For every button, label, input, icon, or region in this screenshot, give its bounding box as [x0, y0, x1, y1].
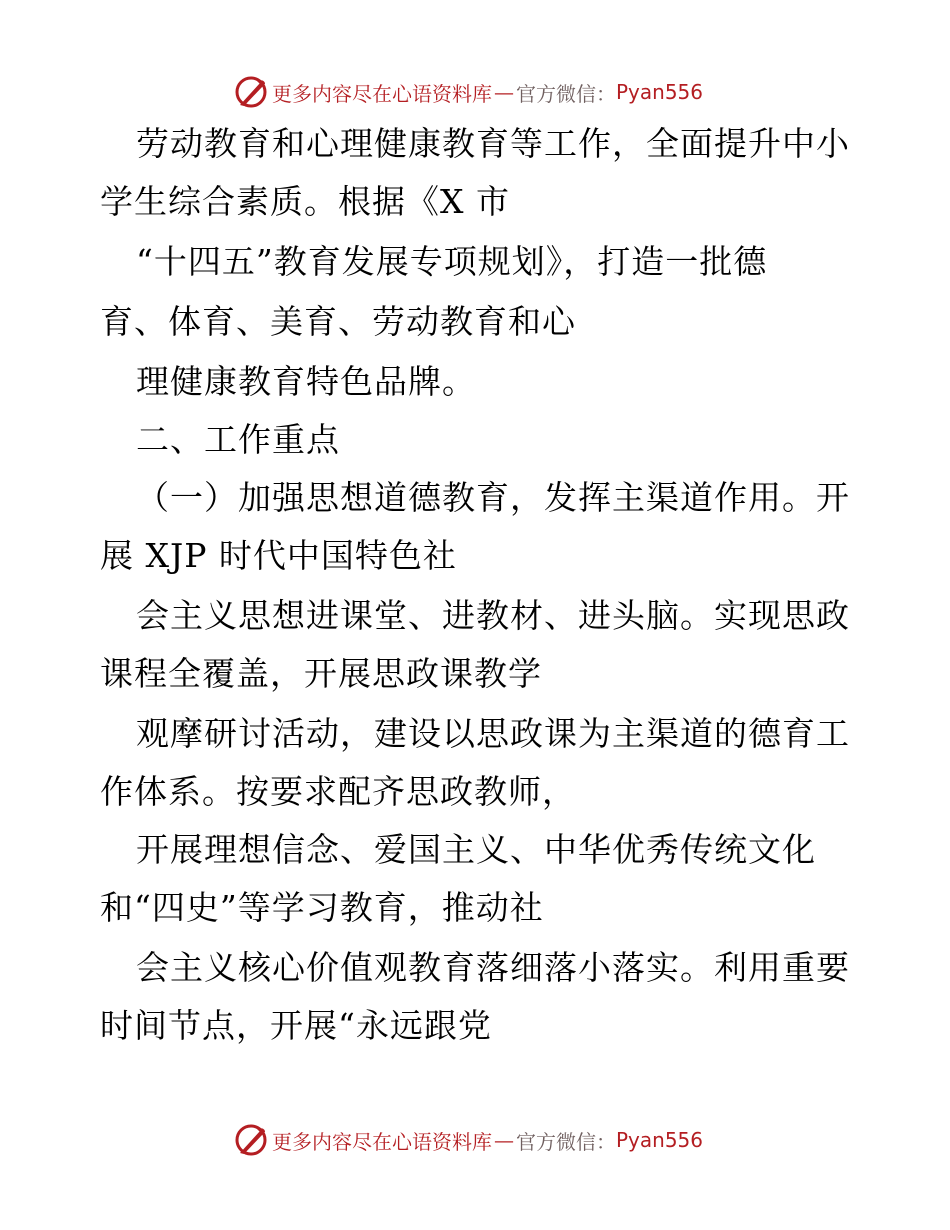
- watermark-separator: —: [494, 80, 514, 104]
- watermark-separator: —: [494, 1128, 514, 1152]
- paragraph-line: （一）加强思想道德教育，发挥主渠道作用。开: [136, 478, 850, 517]
- quill-pen-circle-icon: [234, 1123, 268, 1157]
- paragraph-line: 展 XJP 时代中国特色社: [100, 536, 457, 575]
- watermark-site-name: 更多内容尽在心语资料库: [272, 1129, 492, 1154]
- paragraph-line: 学生综合素质。根据《X 市: [100, 182, 510, 221]
- paragraph-line: “十四五”教育发展专项规划》，打造一批德: [136, 242, 768, 281]
- paragraph-line: 会主义思想进课堂、进教材、进头脑。实现思政: [136, 596, 850, 635]
- watermark-wechat-label: 官方微信：: [516, 81, 616, 106]
- paragraph-line: 时间节点，开展“永远跟党: [100, 1006, 492, 1045]
- watermark-wechat-id: Pyan556: [616, 1128, 704, 1152]
- paragraph-line: 会主义核心价值观教育落细落小落实。利用重要: [136, 948, 850, 987]
- paragraph-line: 和“四史”等学习教育，推动社: [100, 888, 544, 927]
- header-watermark: [0, 72, 950, 112]
- paragraph-line: 观摩研讨活动，建设以思政课为主渠道的德育工: [136, 714, 850, 753]
- paragraph-line: 劳动教育和心理健康教育等工作，全面提升中小: [136, 124, 850, 163]
- watermark-site-name: 更多内容尽在心语资料库: [272, 81, 492, 106]
- watermark-wechat-id: Pyan556: [616, 80, 704, 104]
- footer-watermark: [0, 1120, 950, 1160]
- watermark-wechat-label: 官方微信：: [516, 1129, 616, 1154]
- paragraph-line: 理健康教育特色品牌。: [136, 362, 476, 401]
- paragraph-line: 育、体育、美育、劳动教育和心: [100, 302, 576, 341]
- quill-pen-circle-icon: [234, 75, 268, 109]
- paragraph-line: 作体系。按要求配齐思政教师，: [100, 772, 576, 811]
- paragraph-line: 课程全覆盖，开展思政课教学: [100, 654, 542, 693]
- paragraph-line: 开展理想信念、爱国主义、中华优秀传统文化: [136, 830, 816, 869]
- section-heading: 二、工作重点: [136, 420, 340, 459]
